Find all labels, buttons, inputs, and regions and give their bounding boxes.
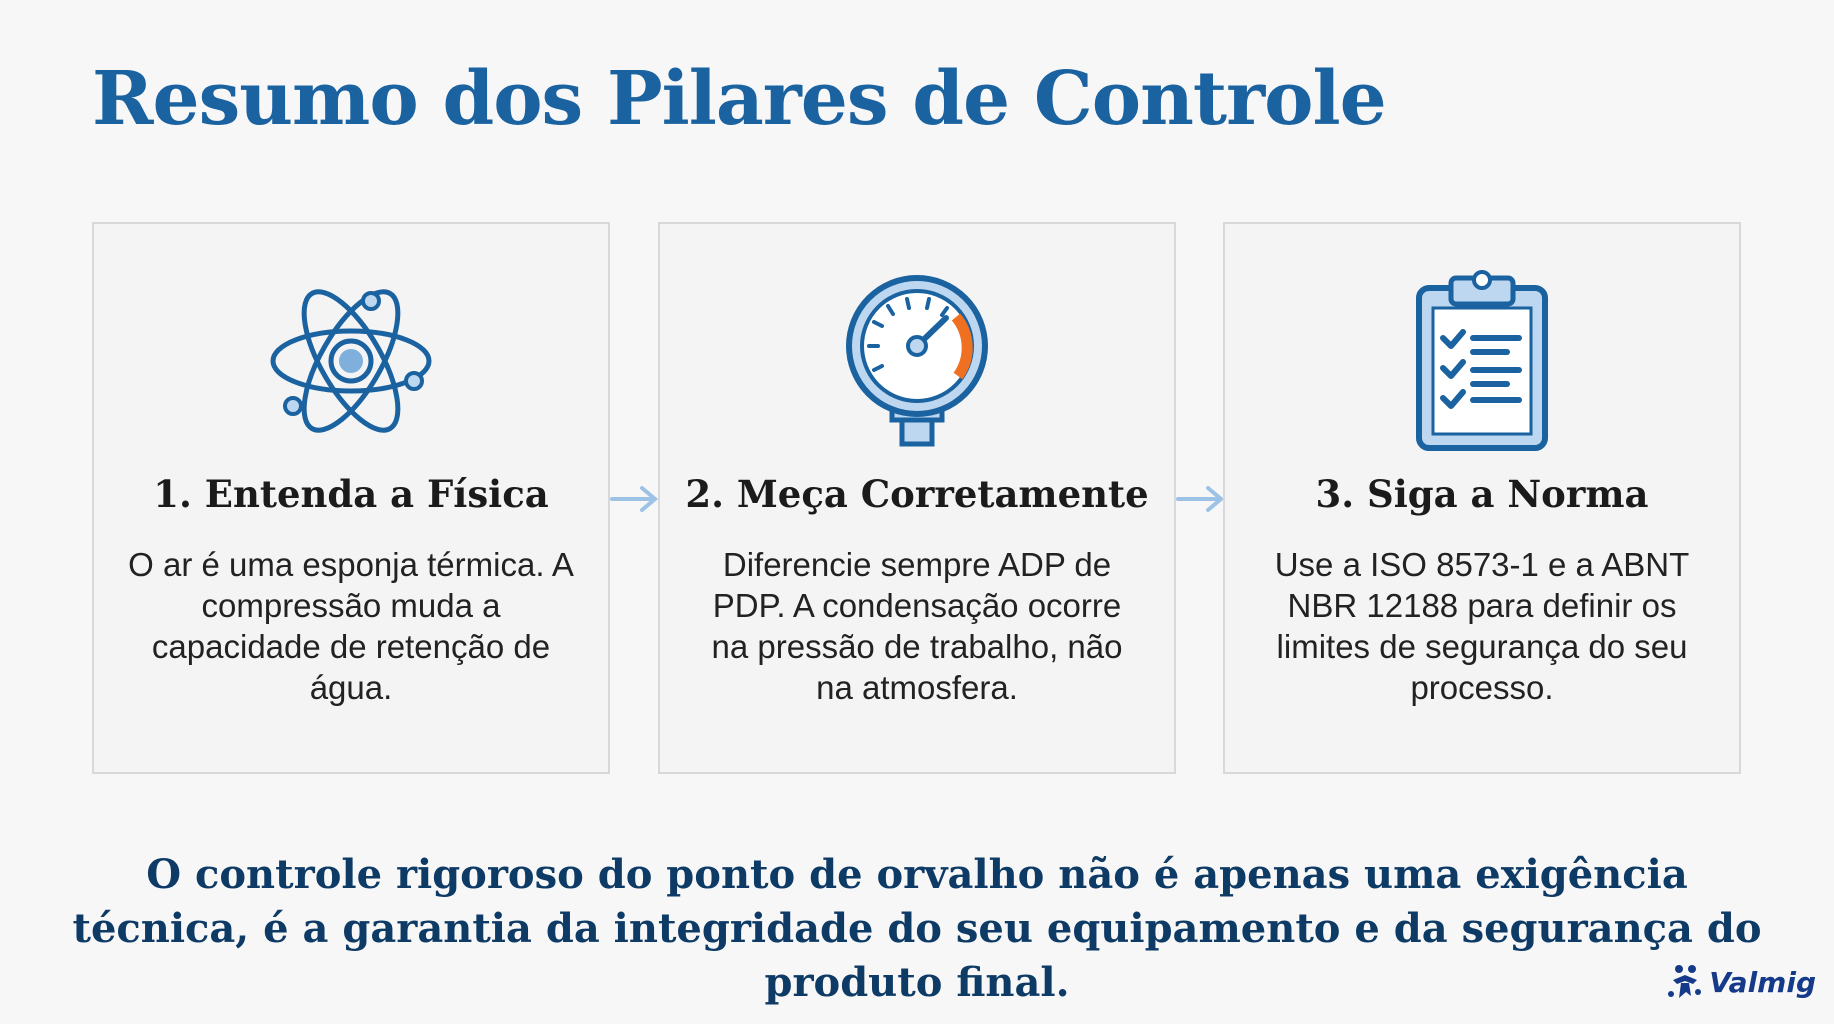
arrow-right-icon [1176,484,1226,519]
valmig-logo-icon [1665,962,1705,1002]
brand-logo [1665,962,1816,1002]
pillar-body: Use a ISO 8573-1 e a ABNT NBR 12188 para definir os limites de segurança do seu processo. [1274,546,1690,706]
pressure-gauge-icon [660,266,1174,456]
atom-icon [94,266,608,456]
pillar-body: O ar é uma esponja térmica. A compressão muda a capacidade de retenção de água. [128,546,574,706]
clipboard-checklist-icon [1225,266,1739,456]
pillar-card-measurement [658,222,1176,774]
pillar-heading: 1. Entenda a Física [153,472,549,516]
pillar-card-standard [1223,222,1741,774]
pillar-heading: 3. Siga a Norma [1315,472,1649,516]
brand-name: Valmig [1709,965,1816,999]
page-title: Resumo dos Pilares de Controle [92,56,1386,142]
arrow-right-icon [610,484,660,519]
pillar-card-physics [92,222,610,774]
pillar-body: Diferencie sempre ADP de PDP. A condensação ocorre na pressão de trabalho, não na atmosfera. [711,546,1123,706]
closing-statement: O controle rigoroso do ponto de orvalho não é apenas uma exigência técnica, é a garantia da integridade do seu equipamento e da segurança do produto final. [72,851,1762,1006]
pillar-heading: 2. Meça Corretamente [685,472,1149,516]
